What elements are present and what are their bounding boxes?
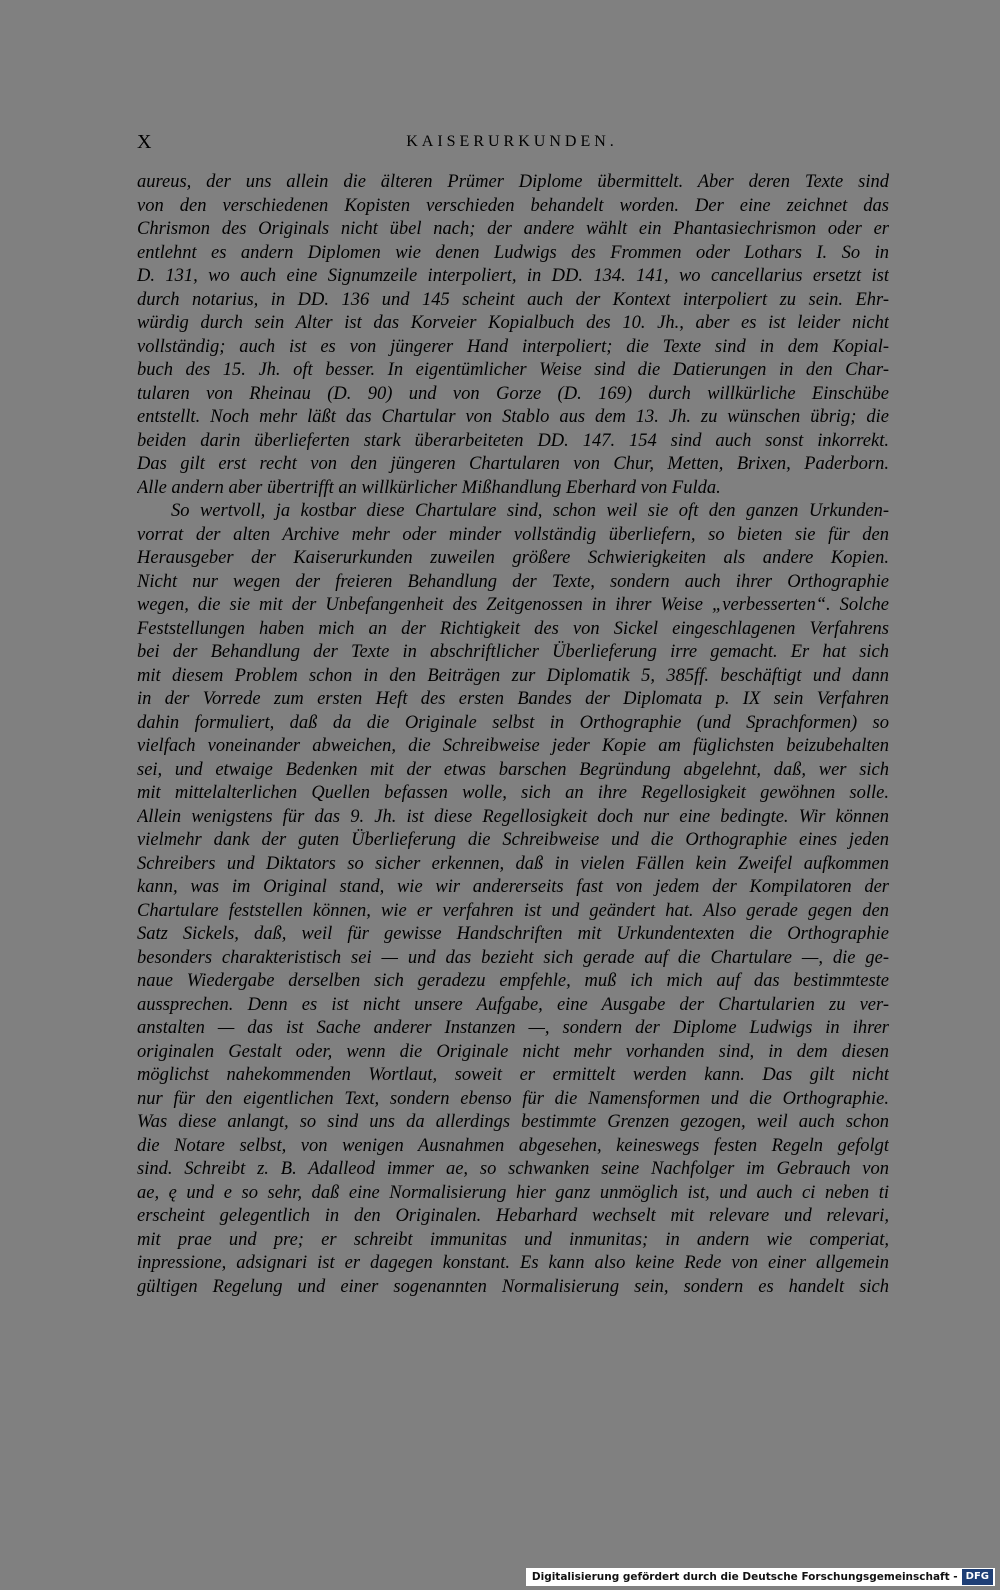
text-line: sei, und etwaige Bedenken mit der etwas barschen Begründung abgelehnt, daß, wer sich: [137, 759, 889, 780]
text-line: Feststellungen haben mich an der Richtigkeit des von Sickel eingeschlagenen Verfahrens: [137, 618, 889, 639]
page-number: X: [137, 131, 152, 153]
text-line: dahin formuliert, daß da die Originale selbst in Orthographie (und Sprachformen) so: [137, 712, 889, 733]
text-line: gültigen Regelung und einer sogenannten Normalisierung sein, sondern es handelt sich: [137, 1276, 889, 1297]
text-line: beiden darin überlieferten stark überarbeiteten DD. 147. 154 sind auch sonst inkorrekt.: [137, 430, 889, 451]
running-head: KAISERURKUNDEN.: [406, 133, 618, 150]
text-line: vielmehr dank der guten Überlieferung die Schreibweise und die Orthographie eines jeden: [137, 830, 889, 850]
text-line: anstalten — das ist Sache anderer Instanzen —, sondern der Diplome Ludwigs in ihrer: [137, 1018, 889, 1038]
text-line: Satz Sickels, daß, weil für gewisse Handschriften mit Urkundentexten die Orthographie: [137, 924, 889, 944]
page-header: [137, 131, 887, 157]
text-line: Nicht nur wegen der freieren Behandlung der Texte, sondern auch ihrer Orthographie: [137, 571, 889, 592]
text-line: sind. Schreibt z. B. Adalleod immer ae, so schwanken seine Nachfolger im Gebrauch von: [137, 1159, 889, 1179]
text-line: mit mittelalterlichen Quellen befassen wolle, sich an ihre Regellosigkeit gewöhnen solle.: [137, 783, 889, 803]
text-line: besonders charakteristisch sei — und das bezieht sich gerade auf die Chartulare —, die ge-: [137, 947, 889, 968]
text-line: buch des 15. Jh. oft besser. In eigentümlicher Weise sind die Datierungen in den Char-: [137, 360, 889, 380]
body-text: [137, 171, 889, 1299]
paragraph-start-line: So wertvoll, ja kostbar diese Chartulare sind, schon weil sie oft den ganzen Urkunden-: [171, 501, 889, 521]
text-line: aussprechen. Denn es ist nicht unsere Aufgabe, eine Ausgabe der Chartularien zu ver-: [137, 994, 889, 1015]
text-line: die Notare selbst, von wenigen Ausnahmen abgesehen, keineswegs festen Regeln gefolgt: [137, 1135, 889, 1156]
text-line: Alle andern aber übertrifft an willkürlicher Mißhandlung Eberhard von Fulda.: [137, 477, 721, 498]
text-line: naue Wiedergabe derselben sich geradezu empfehle, muß ich mich auf das bestimmteste: [137, 971, 889, 991]
text-line: mit diesem Problem schon in den Beiträgen zur Diplomatik 5, 385ff. beschäftigt und dann: [137, 665, 889, 686]
text-line: Herausgeber der Kaiserurkunden zuweilen größere Schwierigkeiten als andere Kopien.: [137, 548, 889, 568]
text-line: Das gilt erst recht von den jüngeren Chartularen von Chur, Metten, Brixen, Paderborn.: [137, 454, 889, 474]
footer-credit: Digitalisierung gefördert durch die Deutsche Forschungsgemeinschaft -: [531, 1571, 958, 1583]
text-line: vielfach voneinander abweichen, die Schreibweise jeder Kopie am füglichsten beizubehalten: [137, 736, 889, 756]
text-line: D. 131, wo auch eine Signumzeile interpoliert, in DD. 134. 141, wo cancellarius ersetzt ist: [137, 266, 889, 286]
text-line: inpressione, adsignari ist er dagegen konstant. Es kann also keine Rede von einer allgemein: [137, 1253, 889, 1273]
text-line: bei der Behandlung der Texte in abschriftlicher Überlieferung irre gemacht. Er hat sich: [137, 642, 889, 662]
text-line: möglichst nahekommenden Wortlaut, soweit er ermittelt werden kann. Das gilt nicht: [137, 1065, 889, 1085]
text-line: originalen Gestalt oder, wenn die Originale nicht mehr vorhanden sind, in dem diesen: [137, 1041, 889, 1062]
text-line: in der Vorrede zum ersten Heft des ersten Bandes der Diplomata p. IX sein Verfahren: [137, 689, 889, 709]
text-line: kann, was im Original stand, wie wir andererseits fast von jedem der Kompilatoren der: [137, 877, 889, 897]
dfg-logo: DFG: [962, 1569, 993, 1585]
text-line: aureus, der uns allein die älteren Prümer Diplome übermittelt. Aber deren Texte sind: [137, 172, 889, 192]
text-line: vorrat der alten Archive mehr oder minder vollständig überliefern, so bieten sie für den: [137, 524, 889, 545]
text-line: wegen, die sie mit der Unbefangenheit des Zeitgenossen in ihrer Weise „verbesserten“. Solche: [137, 595, 889, 615]
text-line: Chartulare feststellen können, wie er verfahren ist und geändert hat. Also gerade gegen den: [137, 900, 889, 921]
text-line: entlehnt es andern Diplomen wie denen Ludwigs des Frommen oder Lothars I. So in: [137, 242, 889, 263]
digitization-footer: [526, 1568, 995, 1586]
text-line: würdig durch sein Alter ist das Korveier Kopialbuch des 10. Jh., aber es ist leider nicht: [137, 313, 889, 333]
text-line: mit prae und pre; er schreibt immunitas und inmunitas; in andern wie comperiat,: [137, 1229, 889, 1250]
text-line: Allein wenigstens für das 9. Jh. ist diese Regellosigkeit doch nur eine bedingte. Wir können: [137, 806, 889, 827]
text-line: Chrismon des Originals nicht übel nach; der andere wählt ein Phantasiechrismon oder er: [137, 219, 889, 239]
text-line: Was diese anlangt, so sind uns da allerdings bestimmte Grenzen gezogen, weil auch schon: [137, 1112, 889, 1132]
text-line: Schreibers und Diktators so sicher erkennen, daß in vielen Fällen kein Zweifel aufkommen: [137, 853, 889, 874]
text-line: entstellt. Noch mehr läßt das Chartular von Stablo aus dem 13. Jh. zu wünschen übrig; die: [137, 407, 889, 427]
text-line: ae, ę und e so sehr, daß eine Normalisierung hier ganz unmöglich ist, und auch ci neben ti: [137, 1182, 889, 1203]
text-line: nur für den eigentlichen Text, sondern ebenso für die Namensformen und die Orthographie.: [137, 1088, 889, 1109]
text-line: von den verschiedenen Kopisten verschieden behandelt worden. Der eine zeichnet das: [137, 195, 889, 216]
text-line: durch notarius, in DD. 136 und 145 scheint auch der Kontext interpoliert zu sein. Ehr-: [137, 289, 889, 310]
text-line: tularen von Rheinau (D. 90) und von Gorze (D. 169) durch willkürliche Einschübe: [137, 383, 889, 404]
text-line: vollständig; auch ist es von jüngerer Hand interpoliert; die Texte sind in dem Kopial-: [137, 336, 889, 357]
text-line: erscheint gelegentlich in den Originalen. Hebarhard wechselt mit relevare und relevari,: [137, 1206, 889, 1226]
